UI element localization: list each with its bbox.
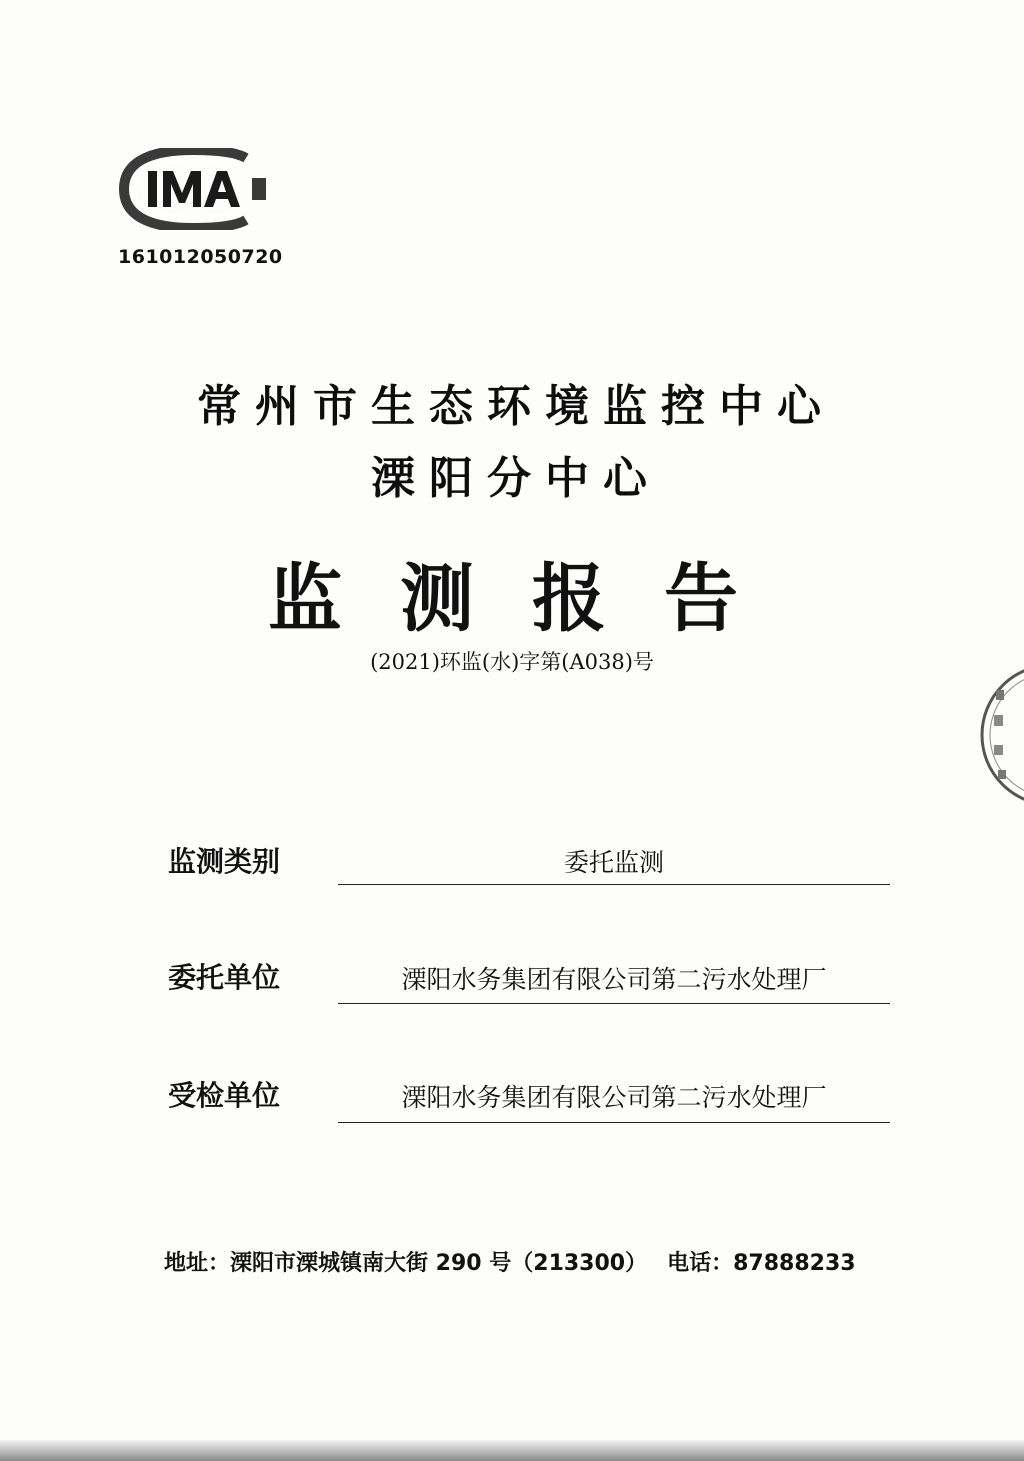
client-unit-value: 溧阳水务集团有限公司第二污水处理厂 [401,965,827,994]
footer-contact [164,1246,856,1277]
address-label: 地址： [164,1251,231,1276]
scan-bottom-edge [0,1440,1024,1461]
phone-value: 87888233 [733,1251,856,1276]
cma-certificate-number: 161012050720 [118,246,283,268]
monitoring-type-label: 监测类别 [168,845,281,878]
inspected-unit-value: 溧阳水务集团有限公司第二污水处理厂 [401,1083,827,1112]
monitoring-type-underline [338,884,890,885]
cma-logo [118,148,268,230]
organization-name-line2: 溧阳分中心 [371,453,661,504]
address-value: 溧阳市溧城镇南大街 290 号（213300） [230,1251,648,1276]
inspected-unit-label: 受检单位 [168,1079,281,1112]
inspected-unit-underline [338,1122,890,1123]
report-title: 监测报告 [268,556,796,642]
partial-seal-stamp [972,660,1024,810]
report-number: (2021)环监(水)字第(A038)号 [370,650,654,674]
client-unit-label: 委托单位 [168,961,281,994]
phone-label: 电话： [667,1251,734,1276]
monitoring-type-value: 委托监测 [563,848,664,877]
organization-name-line1: 常州市生态环境监控中心 [197,381,835,432]
client-unit-underline [338,1003,890,1004]
